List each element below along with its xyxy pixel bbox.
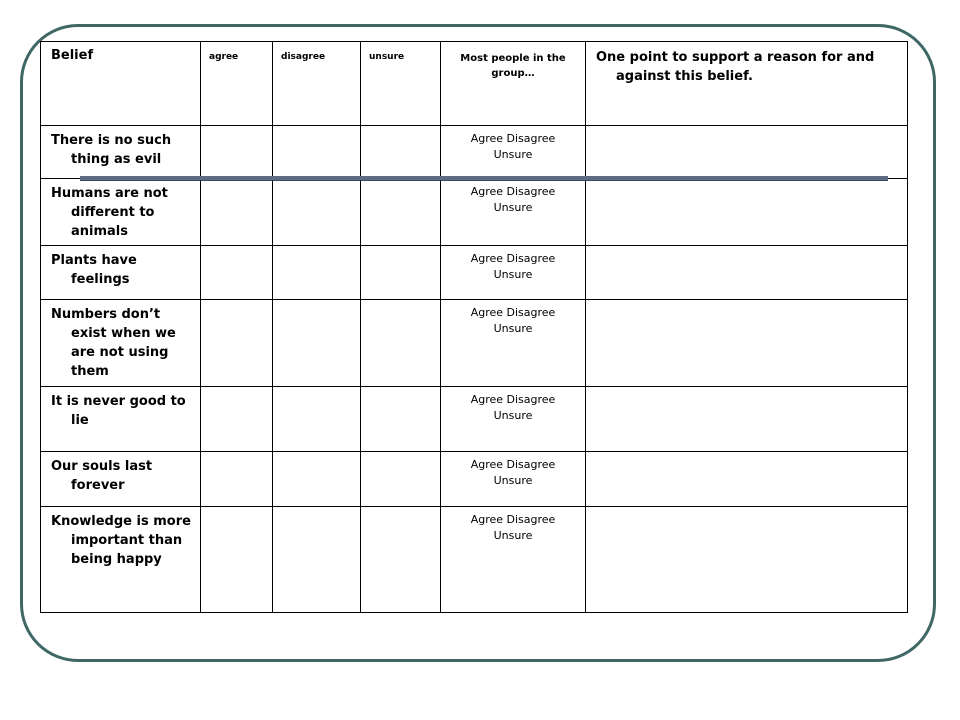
options-line: Unsure xyxy=(493,148,533,161)
unsure-cell[interactable] xyxy=(361,179,441,246)
unsure-cell[interactable] xyxy=(361,507,441,613)
belief-cell: Our souls last forever xyxy=(41,452,201,507)
table-row xyxy=(41,179,908,246)
options-line: Unsure xyxy=(493,409,533,422)
support-point-cell[interactable] xyxy=(586,246,908,300)
belief-cell: Knowledge is more important than being happy xyxy=(41,507,201,613)
disagree-cell[interactable] xyxy=(273,452,361,507)
group-options-cell xyxy=(441,300,586,387)
unsure-cell[interactable] xyxy=(361,452,441,507)
belief-cell: Plants have feelings xyxy=(41,246,201,300)
table-row xyxy=(41,507,908,613)
belief-cell: There is no such thing as evil xyxy=(41,126,201,179)
agree-cell[interactable] xyxy=(201,387,273,452)
header-support-point: One point to support a reason for and against this belief. xyxy=(586,42,908,126)
table-row xyxy=(41,246,908,300)
group-options-cell xyxy=(441,179,586,246)
group-options-cell xyxy=(441,126,586,179)
agree-cell[interactable] xyxy=(201,507,273,613)
disagree-cell[interactable] xyxy=(273,507,361,613)
support-point-cell[interactable] xyxy=(586,387,908,452)
divider-bar xyxy=(80,176,888,181)
agree-cell[interactable] xyxy=(201,126,273,179)
table-row xyxy=(41,126,908,179)
options-line: Agree Disagree xyxy=(470,185,556,198)
belief-cell: Humans are not different to animals xyxy=(41,179,201,246)
options-line: Agree Disagree xyxy=(470,513,556,526)
options-line: Agree Disagree xyxy=(470,132,556,145)
header-belief: Belief xyxy=(41,42,201,126)
options-line: Agree Disagree xyxy=(470,252,556,265)
options-line: Unsure xyxy=(493,322,533,335)
agree-cell[interactable] xyxy=(201,452,273,507)
header-agree: agree xyxy=(201,42,273,126)
options-line: Unsure xyxy=(493,529,533,542)
agree-cell[interactable] xyxy=(201,246,273,300)
header-most-people: Most people in the group… xyxy=(441,42,586,126)
support-point-cell[interactable] xyxy=(586,126,908,179)
agree-cell[interactable] xyxy=(201,179,273,246)
agree-cell[interactable] xyxy=(201,300,273,387)
unsure-cell[interactable] xyxy=(361,300,441,387)
header-disagree: disagree xyxy=(273,42,361,126)
header-unsure: unsure xyxy=(361,42,441,126)
group-options-cell xyxy=(441,507,586,613)
unsure-cell[interactable] xyxy=(361,387,441,452)
disagree-cell[interactable] xyxy=(273,300,361,387)
table-row xyxy=(41,387,908,452)
disagree-cell[interactable] xyxy=(273,387,361,452)
table-row xyxy=(41,300,908,387)
options-line: Agree Disagree xyxy=(470,458,556,471)
group-options-cell xyxy=(441,246,586,300)
disagree-cell[interactable] xyxy=(273,126,361,179)
beliefs-table xyxy=(40,41,908,613)
options-line: Agree Disagree xyxy=(470,393,556,406)
support-point-cell[interactable] xyxy=(586,507,908,613)
group-options-cell xyxy=(441,452,586,507)
options-line: Unsure xyxy=(493,474,533,487)
disagree-cell[interactable] xyxy=(273,179,361,246)
support-point-cell[interactable] xyxy=(586,179,908,246)
belief-cell: It is never good to lie xyxy=(41,387,201,452)
options-line: Unsure xyxy=(493,268,533,281)
header-row xyxy=(41,42,908,126)
group-options-cell xyxy=(441,387,586,452)
support-point-cell[interactable] xyxy=(586,452,908,507)
unsure-cell[interactable] xyxy=(361,246,441,300)
options-line: Unsure xyxy=(493,201,533,214)
belief-cell: Numbers don’t exist when we are not using them xyxy=(41,300,201,387)
options-line: Agree Disagree xyxy=(470,306,556,319)
unsure-cell[interactable] xyxy=(361,126,441,179)
table-row xyxy=(41,452,908,507)
support-point-cell[interactable] xyxy=(586,300,908,387)
disagree-cell[interactable] xyxy=(273,246,361,300)
